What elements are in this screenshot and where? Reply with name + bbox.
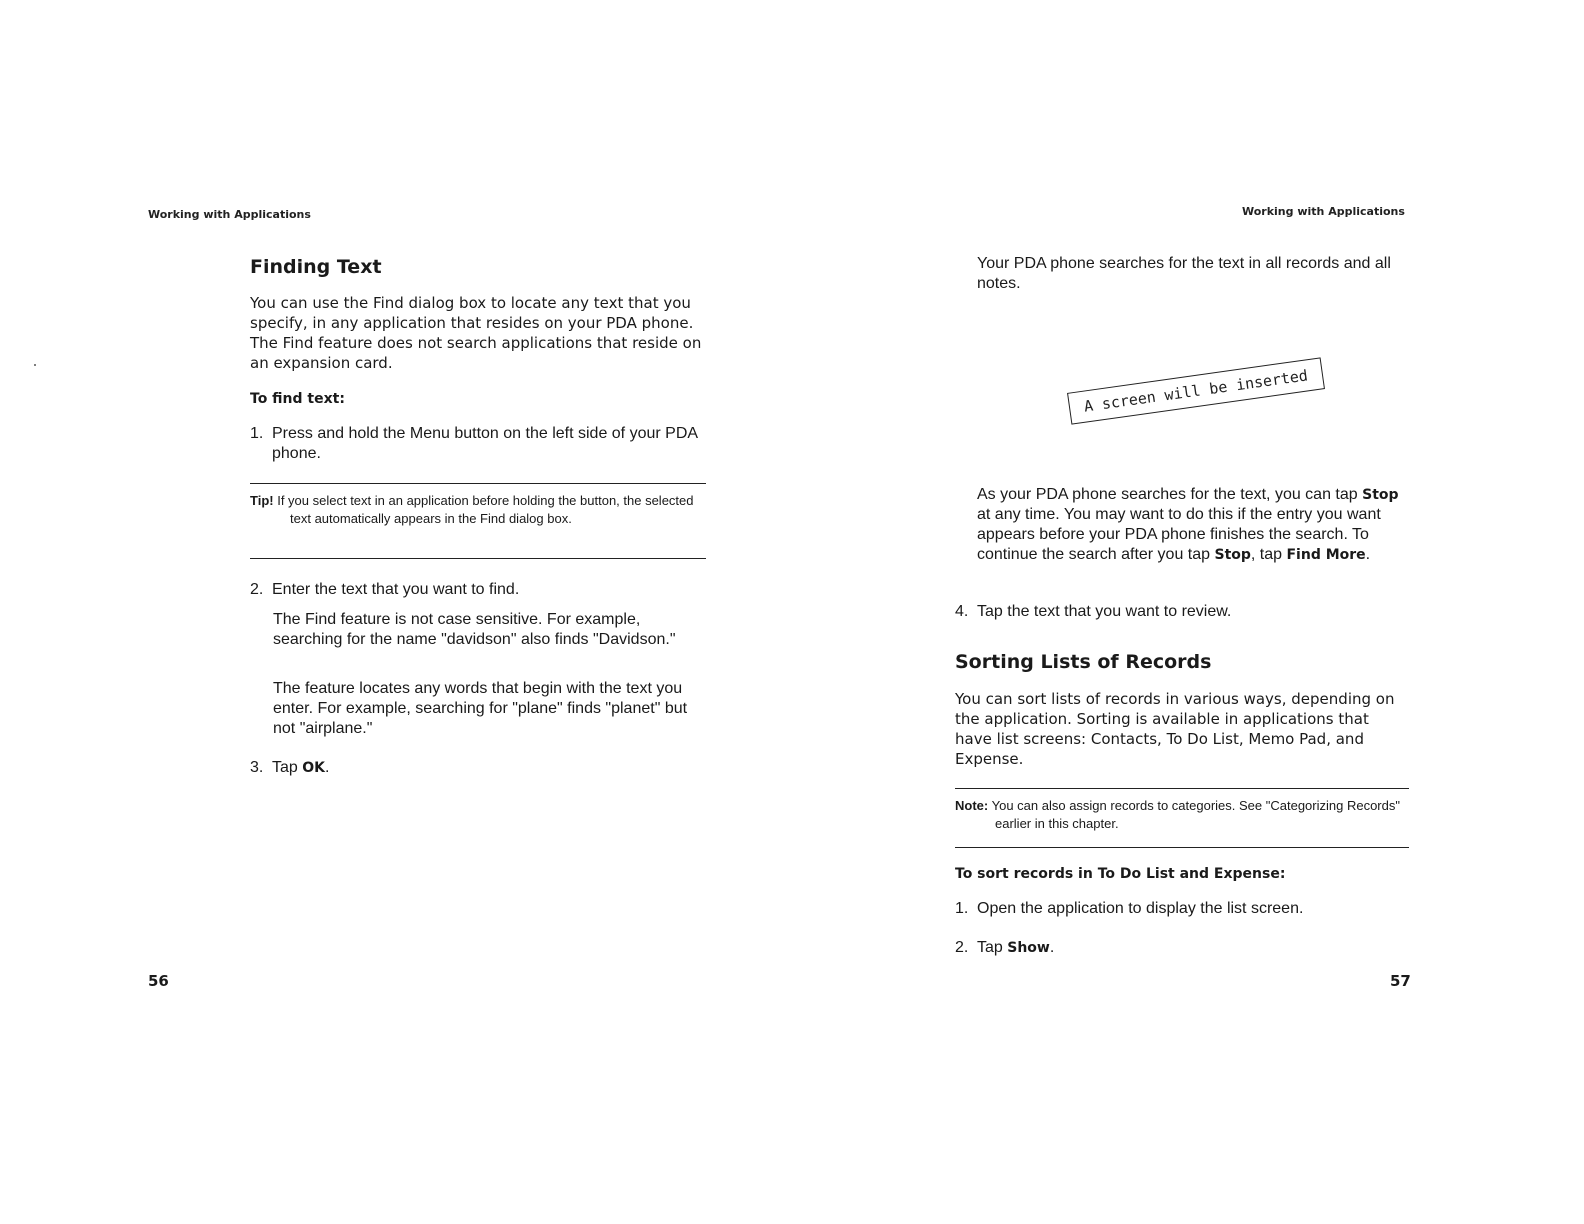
stop-text-1: As your PDA phone searches for the text, you can tap [977,486,1363,503]
step-number: 4. [955,603,969,620]
search-scope-paragraph: Your PDA phone searches for the text in all records and all notes. [977,255,1391,292]
stop-ui-label: Stop [1362,487,1399,503]
page-number-right: 57 [1390,972,1411,990]
screen-placeholder: A screen will be inserted [1067,357,1325,424]
word-prefix-note: The feature locates any words that begin with the text you enter. For example, searching for "plane" finds "planet" but not "airplane." [273,680,688,737]
scan-speck [34,364,36,366]
step-text: Tap the text that you want to review. [977,603,1232,620]
step-2-sort [955,938,1155,958]
procedure-heading-sort: To sort records in To Do List and Expense: [955,866,1286,882]
sorting-intro: You can sort lists of records in various ways, depending on the application. Sorting is available in applications that have list screens: Contacts, To Do List, Memo Pad, and Expense. [955,690,1395,768]
note-content [955,797,1409,833]
find-more-ui-label: Find More [1286,547,1366,563]
tip-label: Tip! [250,493,274,508]
show-ui-label: Show [1007,940,1050,956]
stop-text-3: , tap [1250,546,1287,563]
note-box [955,788,1409,848]
case-sensitivity-note: The Find feature is not case sensitive. For example, searching for the name "davidson" also finds "Davidson." [273,611,676,648]
step-1-find [250,424,710,464]
tip-box [250,483,706,559]
step-text-prefix: Tap [272,759,303,776]
right-running-head: Working with Applications [1242,205,1405,218]
ok-ui-label: OK [302,760,325,776]
stop-text-4: . [1365,546,1371,563]
procedure-heading-find-text: To find text: [250,391,345,407]
step-text: Open the application to display the list screen. [977,900,1304,917]
step-2-find [250,580,710,600]
note-label: Note: [955,798,989,813]
section-title-finding-text: Finding Text [250,256,382,278]
tip-text: If you select text in an application before holding the button, the selected text automatically appears in the Find dialog box. [277,493,694,526]
section-title-sorting-lists: Sorting Lists of Records [955,651,1212,673]
step-1-sort [955,899,1395,919]
step-number: 2. [250,581,264,598]
page-number-left: 56 [148,972,169,990]
tip-content [250,492,706,528]
step-text-suffix: . [325,759,330,776]
stop-search-paragraph [977,485,1407,565]
step-number: 2. [955,939,969,956]
left-running-head: Working with Applications [148,208,311,221]
step-number: 1. [955,900,969,917]
step-text [272,758,329,778]
step-number: 1. [250,425,264,442]
step-text: Press and hold the Menu button on the left side of your PDA phone. [272,425,698,462]
step-text-suffix: . [1049,939,1055,956]
stop-text-2: at any time. You may want to do this if the entry you want appears before your PDA phone finishes the search. To continue the search after you tap [977,506,1381,563]
stop-ui-label-2: Stop [1214,547,1251,563]
step-text [977,938,1054,958]
note-text: You can also assign records to categories. See "Categorizing Records" earlier in this chapter. [991,798,1400,831]
step-number: 3. [250,759,264,776]
step-3-find [250,758,450,778]
finding-text-intro: You can use the Find dialog box to locate any text that you specify, in any application that resides on your PDA phone. The Find feature does not search applications that reside on an expansion card. [250,294,702,372]
step-text: Enter the text that you want to find. [272,581,520,598]
step-4-find [955,602,1395,622]
step-text-prefix: Tap [977,939,1008,956]
